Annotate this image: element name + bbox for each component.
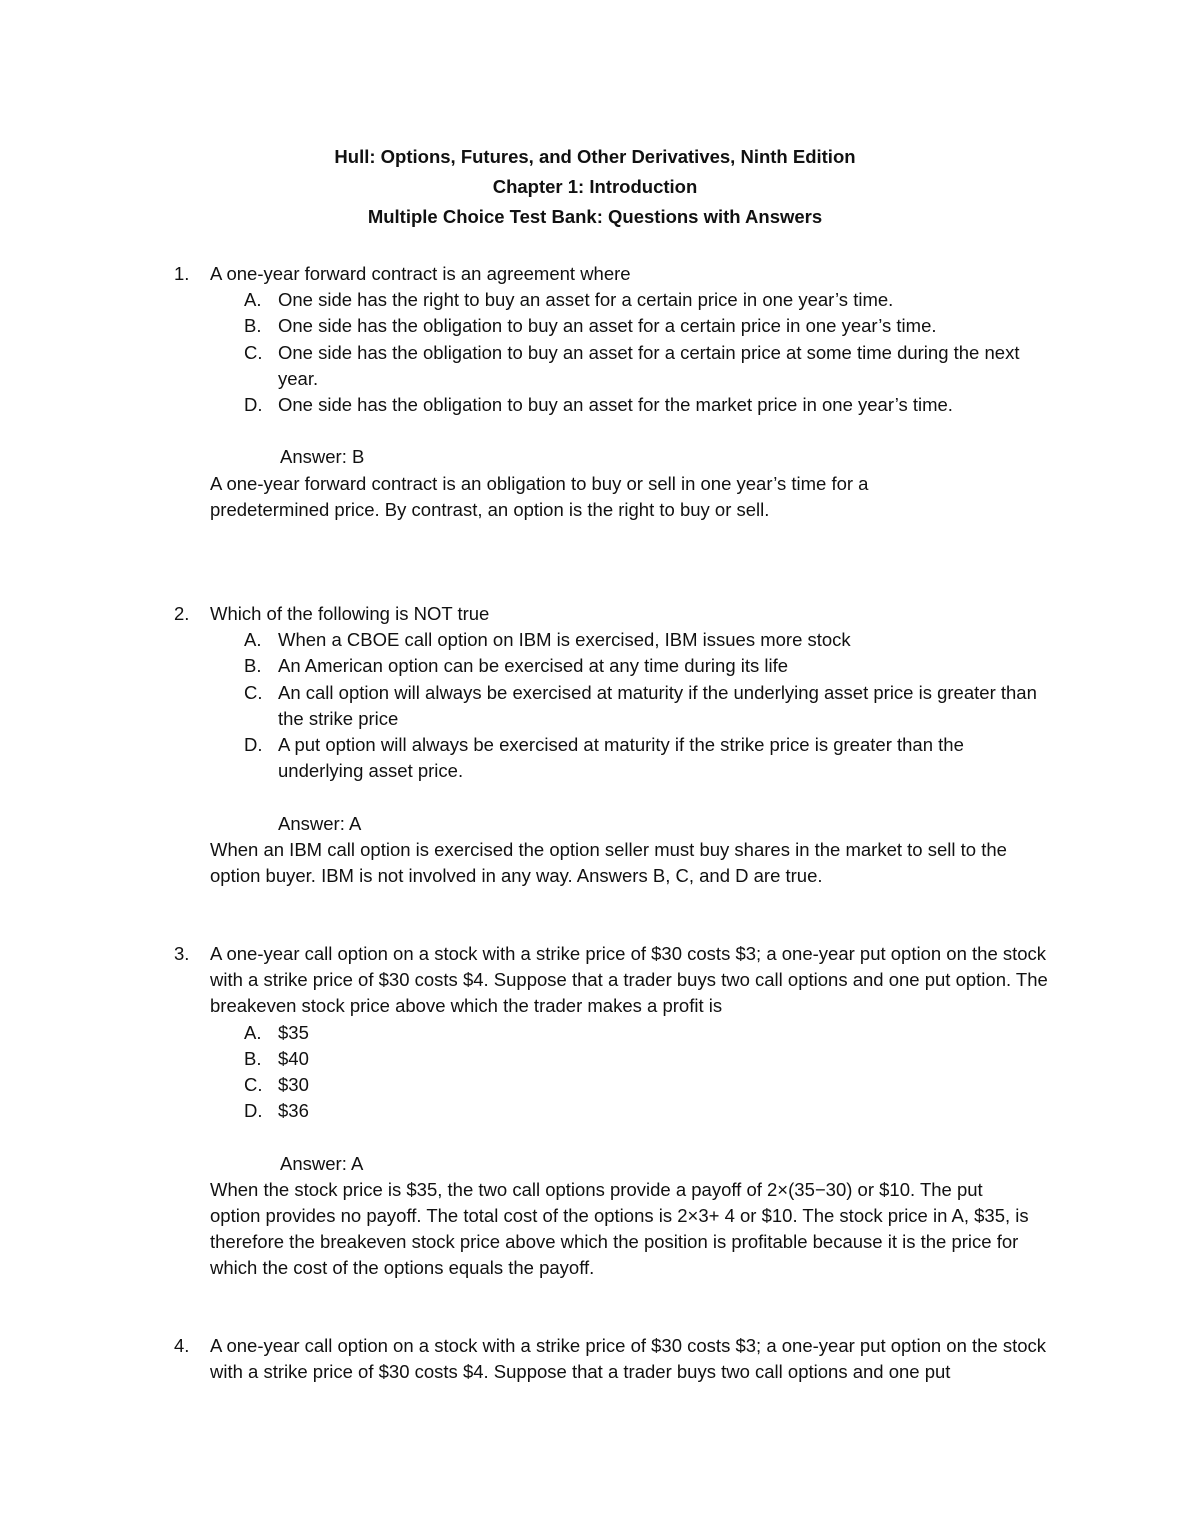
option-b [174, 1046, 1054, 1072]
option-text: $30 [278, 1074, 309, 1096]
option-text: $36 [278, 1100, 309, 1122]
option-label: C. [244, 681, 263, 703]
question-number: 1. [174, 263, 190, 284]
question-number: 4. [174, 1335, 190, 1356]
option-label: D. [244, 734, 263, 756]
option-text: One side has the obligation to buy an asset for the market price in one year’s time. [278, 394, 953, 416]
book-title: Hull: Options, Futures, and Other Derivatives, Ninth Edition [334, 146, 856, 167]
option-d [174, 1098, 1054, 1124]
question-text: Which of the following is NOT true [210, 603, 490, 624]
option-label: D. [244, 1100, 263, 1122]
option-text: One side has the obligation to buy an asset for a certain price at some time during the next year. [278, 341, 1020, 389]
answer: Answer: A [278, 812, 362, 834]
question-text: A one-year call option on a stock with a strike price of $30 costs $3; a one-year put option on the stock with a strike price of $30 costs $4. Suppose that a trader buys two call options and one put option. The breakeven stock price above which the trader makes a profit is [210, 943, 1048, 1017]
question-4 [174, 1333, 1054, 1385]
option-list [174, 287, 1054, 418]
option-list [174, 627, 1054, 784]
option-label: B. [244, 315, 262, 337]
question-2 [174, 601, 1054, 889]
option-b [174, 313, 1054, 339]
option-label: A. [244, 1021, 262, 1043]
option-d [174, 392, 1054, 418]
option-label: A. [244, 289, 262, 311]
answer: Answer: A [280, 1152, 364, 1174]
question-3 [174, 941, 1054, 1282]
option-text: A put option will always be exercised at maturity if the strike price is greater than the underlying asset price. [278, 734, 964, 782]
question-number: 3. [174, 943, 190, 964]
option-label: B. [244, 1047, 262, 1069]
explanation: When an IBM call option is exercised the option seller must buy shares in the market to sell to the option buyer. IBM is not involved in any way. Answers B, C, and D are true. [210, 838, 1007, 887]
chapter-title: Chapter 1: Introduction [492, 176, 698, 197]
option-text: An call option will always be exercised at maturity if the underlying asset price is greater than the strike price [278, 681, 1037, 729]
test-bank-title: Multiple Choice Test Bank: Questions with Answers [367, 206, 823, 227]
option-a [174, 627, 1054, 653]
question-text: A one-year call option on a stock with a strike price of $30 costs $3; a one-year put option on the stock with a strike price of $30 costs $4. Suppose that a trader buys two call options and one put [210, 1335, 1047, 1383]
option-text: One side has the obligation to buy an asset for a certain price in one year’s time. [278, 315, 937, 337]
question-1 [174, 261, 1054, 523]
option-text: When a CBOE call option on IBM is exercised, IBM issues more stock [278, 629, 851, 651]
document-header [0, 142, 1190, 232]
option-text: $40 [278, 1047, 309, 1069]
option-text: One side has the right to buy an asset for a certain price in one year’s time. [278, 289, 894, 311]
option-b [174, 653, 1054, 679]
explanation: When the stock price is $35, the two call options provide a payoff of 2×(35−30) or $10. The put option provides no payoff. The total cost of the options is 2×3+ 4 or $10. The stock price in A, $35, is therefore the breakeven stock price above which the position is profitable because it is the price for which the cost of the options equals the payoff. [210, 1178, 1029, 1279]
option-c [174, 680, 1054, 732]
option-text: $35 [278, 1021, 309, 1043]
option-d [174, 732, 1020, 784]
option-c [174, 340, 1026, 392]
option-label: D. [244, 394, 263, 416]
option-label: B. [244, 655, 262, 677]
question-number: 2. [174, 603, 190, 624]
option-label: C. [244, 341, 263, 363]
option-label: C. [244, 1074, 263, 1096]
answer: Answer: B [280, 446, 365, 468]
explanation: A one-year forward contract is an obligation to buy or sell in one year’s time for a predetermined price. By contrast, an option is the right to buy or sell. [210, 472, 869, 520]
option-list [174, 1020, 1054, 1125]
question-text: A one-year forward contract is an agreement where [210, 263, 631, 284]
option-c [174, 1072, 1054, 1098]
option-label: A. [244, 629, 262, 651]
option-a [174, 287, 1054, 313]
option-a [174, 1020, 1054, 1046]
option-text: An American option can be exercised at any time during its life [278, 655, 789, 677]
